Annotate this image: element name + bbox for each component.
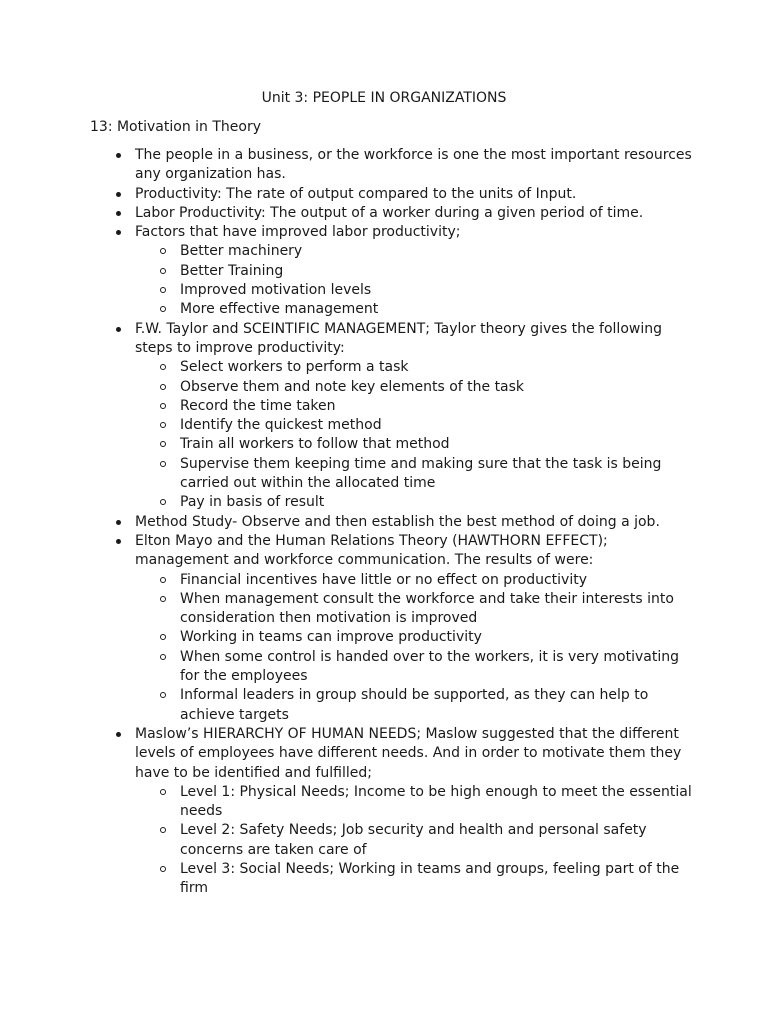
list-item [135,320,695,513]
sub-list-item: Level 1: Physical Needs; Income to be high enough to meet the essential needs [180,783,695,822]
sub-list-item: Train all workers to follow that method [180,435,695,454]
sub-list [180,242,695,319]
list-item [135,185,695,204]
list-item-text: The people in a business, or the workforce is one the most important resources any organization has. [135,147,692,183]
list-item [135,146,695,185]
list-item-text: F.W. Taylor and SCEINTIFIC MANAGEMENT; Taylor theory gives the following steps to improve productivity: [135,320,662,356]
sub-list [180,571,695,725]
sub-list-item: Level 2: Safety Needs; Job security and health and personal safety concerns are taken care of [180,821,695,860]
sub-list-item: Supervise them keeping time and making sure that the task is being carried out within the allocated time [180,455,695,494]
list-item-text: Elton Mayo and the Human Relations Theory (HAWTHORN EFFECT); management and workforce communication. The results of were: [135,532,608,569]
sub-list-item: Observe them and note key elements of the task [180,378,695,397]
sub-list-item: Better machinery [180,242,695,261]
list-item [135,725,695,899]
sub-list-item: When some control is handed over to the workers, it is very motivating for the employees [180,648,695,687]
list-item [135,532,695,725]
sub-list-item: When management consult the workforce and take their interests into consideration then motivation is improved [180,590,695,629]
sub-list [180,358,695,512]
sub-list-item: Financial incentives have little or no effect on productivity [180,571,695,590]
list-item [135,513,695,532]
list-item-text: Maslow’s HIERARCHY OF HUMAN NEEDS; Maslow suggested that the different levels of employees have different needs. And in order to motivate them they have to be identified and fulfilled; [135,725,682,781]
sub-list-item: Better Training [180,262,695,281]
list-item-text: Factors that have improved labor productivity; [135,224,461,241]
sub-list-item: More effective management [180,300,695,319]
sub-list [180,783,695,899]
list-item [135,204,695,223]
list-item-text: Productivity: The rate of output compared to the units of Input. [135,185,577,202]
sub-list-item: Improved motivation levels [180,281,695,300]
sub-list-item: Working in teams can improve productivity [180,628,695,647]
list-item-text: Method Study- Observe and then establish the best method of doing a job. [135,513,660,530]
sub-list-item: Level 3: Social Needs; Working in teams and groups, feeling part of the firm [180,860,695,899]
sub-list-item: Identify the quickest method [180,416,695,435]
sub-list-item: Informal leaders in group should be supported, as they can help to achieve targets [180,686,695,725]
document-title: Unit 3: PEOPLE IN ORGANIZATIONS [261,90,507,106]
sub-list-item: Record the time taken [180,397,695,416]
sub-list-item: Pay in basis of result [180,493,695,512]
bullet-list [135,146,695,899]
list-item-text: Labor Productivity: The output of a worker during a given period of time. [135,204,644,221]
list-item [135,223,695,319]
section-heading: 13: Motivation in Theory [90,119,261,135]
sub-list-item: Select workers to perform a task [180,358,695,377]
